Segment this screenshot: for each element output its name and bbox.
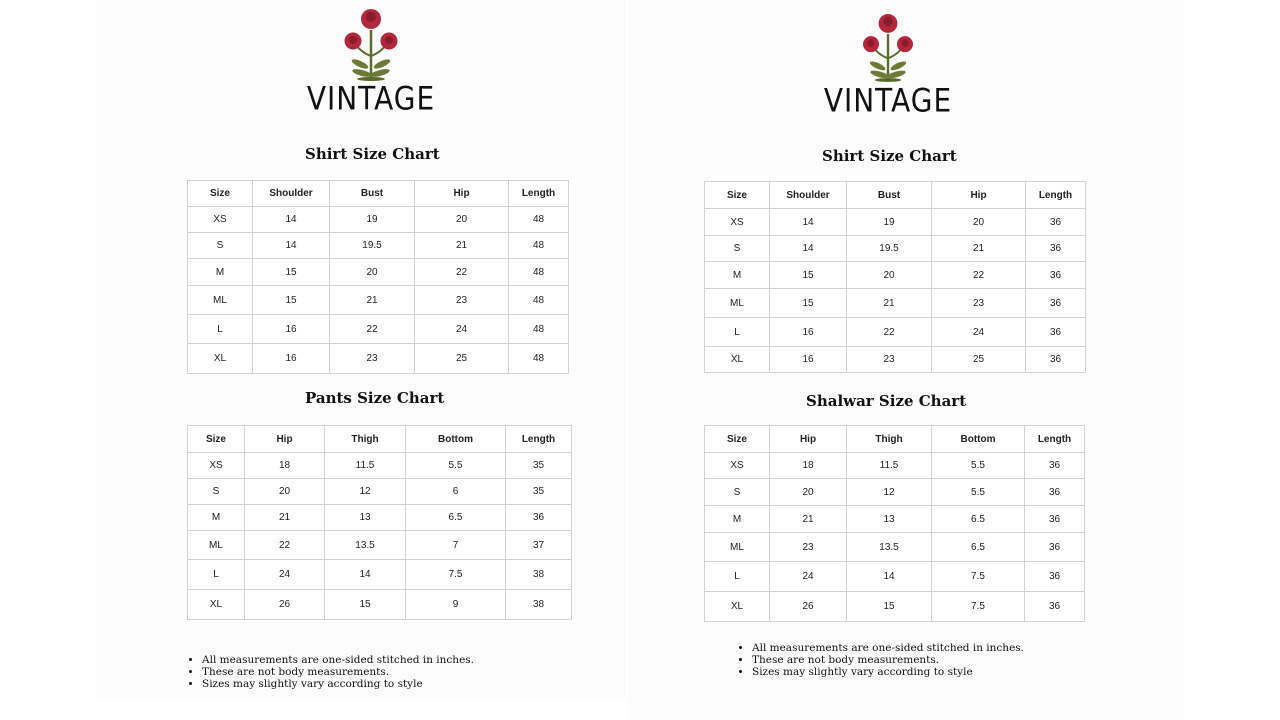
table-row [188,531,572,560]
measurement-cell: 15 [770,289,847,318]
measurement-cell: 7.5 [406,560,506,590]
measurement-cell: 16 [253,344,330,374]
right-shalwar-size-table [704,425,1085,622]
measurement-cell: 20 [330,259,415,286]
table-row [705,236,1086,262]
measurement-cell: 22 [847,318,932,347]
measurement-cell: 36 [1025,533,1085,562]
table-row [188,560,572,590]
table-row [188,590,572,620]
column-header: Hip [415,181,509,207]
measurement-cell: 23 [415,286,509,315]
note-item: • These are not body measurements. [202,666,474,678]
measurement-cell: 25 [932,347,1026,373]
table-row [705,209,1086,236]
left-shirt-size-table [187,180,569,374]
note-item: • All measurements are one-sided stitched in inches. [202,654,474,666]
measurement-cell: 22 [330,315,415,344]
note-item: • Sizes may slightly vary according to style [752,666,1024,678]
measurement-cell: 14 [253,207,330,233]
column-header: Length [509,181,569,207]
measurement-cell: 38 [506,590,572,620]
table-row [705,289,1086,318]
measurement-cell: 35 [506,453,572,479]
measurement-cell: 35 [506,479,572,505]
measurement-cell: 12 [325,479,406,505]
column-header: Length [1025,426,1085,453]
left-pants-chart-title: Pants Size Chart [305,389,445,407]
table-row [705,506,1085,533]
left-notes-list [186,654,474,690]
column-header: Size [705,426,770,453]
table-header-row [188,426,572,453]
measurement-cell: 36 [1026,236,1086,262]
table-row [705,562,1085,592]
table-header-row [188,181,569,207]
measurement-cell: 14 [325,560,406,590]
measurement-cell: 7.5 [932,562,1025,592]
measurement-cell: 21 [415,233,509,259]
size-cell: M [705,262,770,289]
column-header: Length [1026,182,1086,209]
brand-name: VINTAGE [306,79,436,118]
measurement-cell: 48 [509,286,569,315]
column-header: Hip [770,426,847,453]
measurement-cell: 5.5 [406,453,506,479]
measurement-cell: 36 [1026,289,1086,318]
column-header: Thigh [325,426,406,453]
column-header: Shoulder [253,181,330,207]
measurement-cell: 21 [847,289,932,318]
brand-name: VINTAGE [823,81,953,120]
measurement-cell: 24 [770,562,847,592]
measurement-cell: 48 [509,207,569,233]
size-cell: ML [188,286,253,315]
column-header: Bottom [932,426,1025,453]
measurement-cell: 12 [847,479,932,506]
measurement-cell: 48 [509,259,569,286]
right-notes-list [736,642,1024,678]
size-cell: ML [705,533,770,562]
measurement-cell: 16 [770,318,847,347]
measurement-cell: 9 [406,590,506,620]
measurement-cell: 21 [770,506,847,533]
size-cell: S [705,236,770,262]
table-row [705,533,1085,562]
measurement-cell: 22 [932,262,1026,289]
size-cell: M [705,506,770,533]
size-cell: XL [705,347,770,373]
measurement-cell: 20 [770,479,847,506]
measurement-cell: 19 [330,207,415,233]
measurement-cell: 20 [847,262,932,289]
column-header: Length [506,426,572,453]
size-cell: XS [705,453,770,479]
table-row [705,318,1086,347]
measurement-cell: 38 [506,560,572,590]
table-row [188,344,569,374]
measurement-cell: 36 [1026,318,1086,347]
measurement-cell: 7 [406,531,506,560]
size-cell: XL [188,344,253,374]
left-pants-size-table [187,425,572,620]
table-row [188,315,569,344]
measurement-cell: 15 [253,286,330,315]
measurement-cell: 18 [245,453,325,479]
right-shirt-size-table [704,181,1086,373]
size-cell: S [705,479,770,506]
measurement-cell: 26 [245,590,325,620]
measurement-cell: 6.5 [406,505,506,531]
measurement-cell: 36 [1025,506,1085,533]
measurement-cell: 23 [330,344,415,374]
size-cell: L [188,560,245,590]
measurement-cell: 36 [1025,479,1085,506]
column-header: Bust [847,182,932,209]
size-cell: XL [188,590,245,620]
measurement-cell: 7.5 [932,592,1025,622]
size-cell: ML [705,289,770,318]
measurement-cell: 21 [932,236,1026,262]
measurement-cell: 37 [506,531,572,560]
size-cell: L [705,318,770,347]
measurement-cell: 15 [847,592,932,622]
table-row [188,207,569,233]
measurement-cell: 6 [406,479,506,505]
size-cell: L [705,562,770,592]
size-cell: M [188,505,245,531]
measurement-cell: 19.5 [330,233,415,259]
measurement-cell: 20 [245,479,325,505]
column-header: Hip [245,426,325,453]
note-item: • All measurements are one-sided stitched in inches. [752,642,1024,654]
size-cell: ML [188,531,245,560]
size-cell: S [188,479,245,505]
measurement-cell: 24 [245,560,325,590]
note-item: • These are not body measurements. [752,654,1024,666]
measurement-cell: 21 [245,505,325,531]
measurement-cell: 15 [325,590,406,620]
brand-logo-right [818,10,958,120]
measurement-cell: 23 [847,347,932,373]
left-shirt-chart-title: Shirt Size Chart [305,145,440,163]
measurement-cell: 36 [1025,592,1085,622]
measurement-cell: 11.5 [325,453,406,479]
table-row [188,259,569,286]
column-header: Size [188,426,245,453]
measurement-cell: 22 [245,531,325,560]
measurement-cell: 36 [506,505,572,531]
size-cell: XS [705,209,770,236]
measurement-cell: 5.5 [932,453,1025,479]
size-cell: M [188,259,253,286]
measurement-cell: 24 [415,315,509,344]
measurement-cell: 6.5 [932,506,1025,533]
table-row [188,453,572,479]
table-row [705,262,1086,289]
measurement-cell: 19.5 [847,236,932,262]
table-header-row [705,426,1085,453]
column-header: Hip [932,182,1026,209]
column-header: Size [188,181,253,207]
measurement-cell: 13 [325,505,406,531]
column-header: Size [705,182,770,209]
measurement-cell: 48 [509,315,569,344]
right-shirt-chart-title: Shirt Size Chart [822,147,957,165]
size-cell: S [188,233,253,259]
column-header: Bottom [406,426,506,453]
measurement-cell: 13 [847,506,932,533]
column-header: Shoulder [770,182,847,209]
table-header-row [705,182,1086,209]
measurement-cell: 14 [770,209,847,236]
table-row [705,453,1085,479]
measurement-cell: 48 [509,344,569,374]
table-row [188,479,572,505]
measurement-cell: 23 [770,533,847,562]
column-header: Thigh [847,426,932,453]
table-row [188,505,572,531]
measurement-cell: 6.5 [932,533,1025,562]
column-header: Bust [330,181,415,207]
measurement-cell: 15 [770,262,847,289]
table-row [188,286,569,315]
measurement-cell: 18 [770,453,847,479]
measurement-cell: 14 [253,233,330,259]
measurement-cell: 13.5 [847,533,932,562]
size-cell: XS [188,207,253,233]
table-row [705,592,1085,622]
measurement-cell: 36 [1026,209,1086,236]
measurement-cell: 14 [770,236,847,262]
measurement-cell: 15 [253,259,330,286]
measurement-cell: 48 [509,233,569,259]
measurement-cell: 20 [415,207,509,233]
table-row [188,233,569,259]
size-cell: XS [188,453,245,479]
measurement-cell: 23 [932,289,1026,318]
note-item: • Sizes may slightly vary according to style [202,678,474,690]
measurement-cell: 11.5 [847,453,932,479]
measurement-cell: 13.5 [325,531,406,560]
flower-emblem-icon [336,6,406,82]
measurement-cell: 36 [1026,347,1086,373]
measurement-cell: 5.5 [932,479,1025,506]
measurement-cell: 16 [770,347,847,373]
brand-logo-left [301,6,441,118]
measurement-cell: 24 [932,318,1026,347]
measurement-cell: 25 [415,344,509,374]
measurement-cell: 21 [330,286,415,315]
measurement-cell: 36 [1025,562,1085,592]
measurement-cell: 14 [847,562,932,592]
measurement-cell: 26 [770,592,847,622]
size-cell: L [188,315,253,344]
right-shalwar-chart-title: Shalwar Size Chart [806,392,967,410]
measurement-cell: 16 [253,315,330,344]
measurement-cell: 36 [1025,453,1085,479]
measurement-cell: 19 [847,209,932,236]
table-row [705,479,1085,506]
measurement-cell: 36 [1026,262,1086,289]
table-row [705,347,1086,373]
size-cell: XL [705,592,770,622]
measurement-cell: 22 [415,259,509,286]
measurement-cell: 20 [932,209,1026,236]
flower-emblem-icon [855,10,921,84]
